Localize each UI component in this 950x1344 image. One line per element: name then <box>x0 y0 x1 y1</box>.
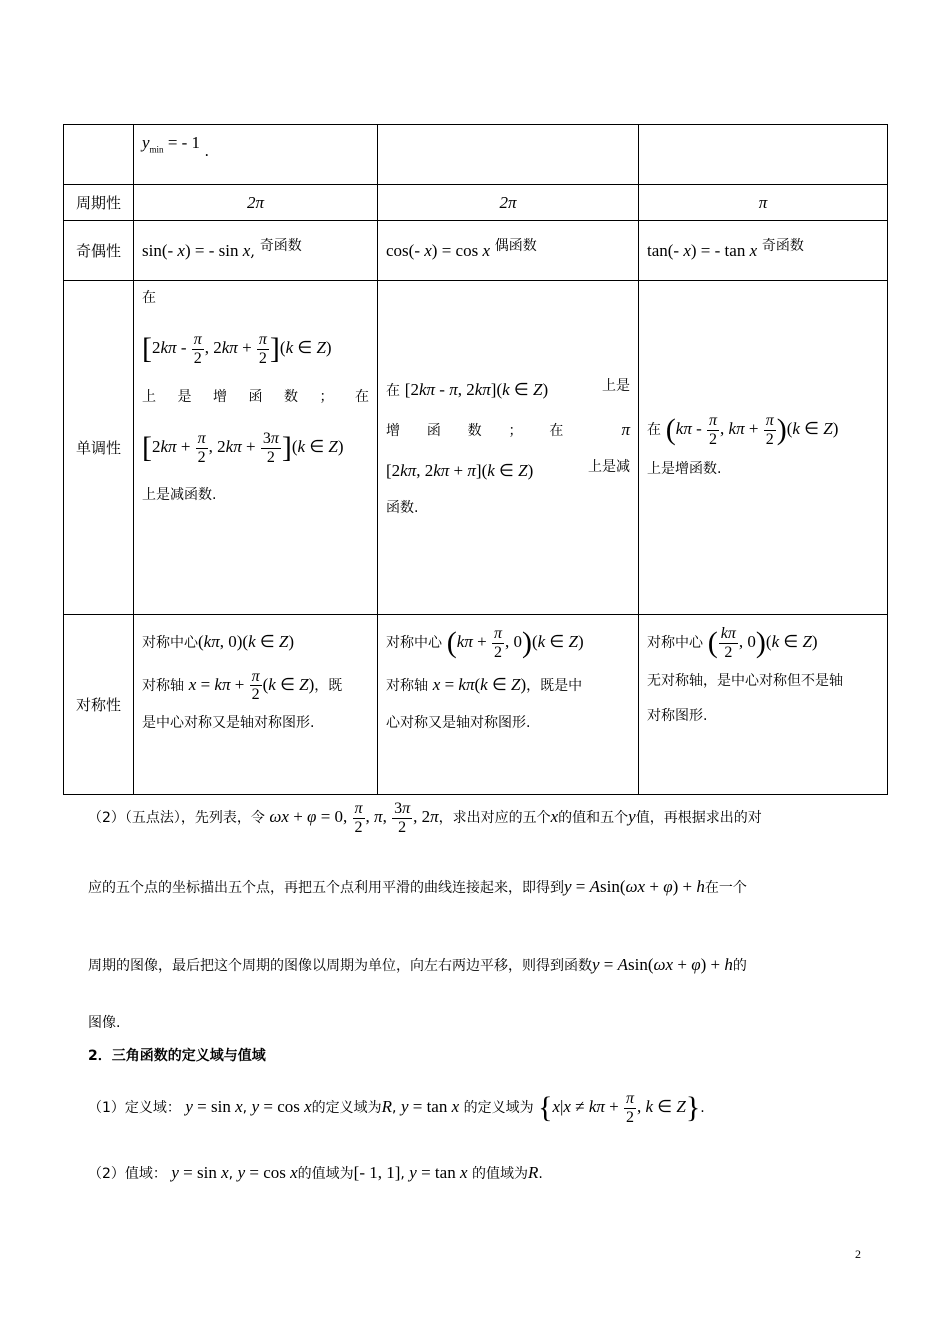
five-point-paragraph-line3 <box>88 955 878 975</box>
range-interval: [- 1, 1] <box>353 1163 401 1182</box>
var-y: y <box>628 807 636 826</box>
sym-tan-tail1: 无对称轴，是中心对称但不是轴 <box>647 672 843 689</box>
range-line: （2）值域： y = sin x, y = cos x的值域为[- 1, 1], y = tan x 的值域为R. <box>88 1163 543 1182</box>
d1-a: （1）定义域： <box>88 1100 181 1116</box>
period-cos: 2π <box>499 192 517 212</box>
set-R-1: R <box>381 1097 393 1116</box>
d1-c: 的定义域为 <box>463 1100 534 1116</box>
mono-cos-pre: 在 <box>386 382 400 399</box>
range-sin: y = sin x <box>171 1163 229 1182</box>
p3-a: 周期的图像，最后把这个周期的图像以周期为单位，向左右两边平移，则得到函数 <box>88 958 592 974</box>
row-label-symmetry: 对称性 <box>64 615 134 795</box>
p1-b: ，求出对应的五个 <box>438 810 551 826</box>
mono-sin-pre: 在 <box>142 290 156 306</box>
ymin-formula: $y_{min}$ = - 1 <box>142 133 205 155</box>
parity-cos-text: 偶函数 <box>494 238 537 255</box>
sym-sin-axis-label: 对称轴 <box>142 677 184 694</box>
mono-cos-post1: 上是减 <box>588 459 630 476</box>
mono-cos-mid2: 增函数；在 <box>386 423 591 440</box>
sym-sin-axis <box>142 664 369 707</box>
sym-cos-axis-label: 对称轴 <box>386 677 428 694</box>
domain-tan-set: {x|x ≠ kπ + $\frac{\pi}{2}$ , k ∈ Z} <box>538 1090 701 1126</box>
mono-tan-post: 上是增函数. <box>647 461 722 478</box>
sym-sin-axis-formula: x = kπ + $\frac{\pi}{2}$ (k ∈ Z) <box>188 667 315 704</box>
sinusoid-formula-1: y = Asin(ωx + φ) + h <box>564 877 705 896</box>
sym-cos-center <box>386 621 630 664</box>
period-tan: π <box>758 192 768 212</box>
five-point-paragraph-line2 <box>88 877 878 897</box>
table-row-period <box>64 185 888 221</box>
mono-sin-post: 上是减函数. <box>142 487 217 504</box>
sinusoid-formula-2: y = Asin(ωx + φ) + h <box>592 955 733 974</box>
var-x: x <box>550 807 559 826</box>
five-point-paragraph-line4: 图像. <box>88 1015 121 1031</box>
p1-a: （2）（五点法），先列表，令 <box>88 810 265 826</box>
sym-cos-center-formula: (kπ + $\frac{\pi}{2}$ , 0)(k ∈ Z) <box>446 625 584 661</box>
sym-cos-tail1: ，既是中 <box>526 677 583 694</box>
sym-tan-center-label: 对称中心 <box>647 635 703 651</box>
mono-cos-mid2-line <box>386 410 630 451</box>
mono-cos-mid1: 上是 <box>602 377 630 394</box>
parity-tan-formula: tan(- x) = - tan x <box>647 241 758 261</box>
page-number: 2 <box>855 1247 861 1261</box>
p2-a: 应的五个点的坐标描出五个点，再把五个点利用平滑的曲线连接起来，即得到 <box>88 880 564 896</box>
row-label-monotonic: 单调性 <box>64 281 134 615</box>
mono-tan-interval-line <box>647 407 879 451</box>
p3-b: 的 <box>732 958 747 974</box>
mono-cos-decrease-interval: [2kπ, 2kπ + π](k ∈ Z) <box>386 461 534 481</box>
sym-cos-center-label: 对称中心 <box>386 635 442 651</box>
domain-cos: y = cos x <box>251 1097 312 1116</box>
mono-cos-increase <box>386 370 630 411</box>
row-label-period: 周期性 <box>64 185 134 221</box>
d2-b: 的值域为 <box>297 1166 354 1182</box>
domain-line: （1）定义域： y = sin x, y = cos x的定义域为R, y = tan x 的定义域为 {x|x ≠ kπ + $\frac{\pi}{2}$ , k ∈ Z}. <box>88 1090 705 1126</box>
parity-sin-text: 奇函数 <box>259 238 302 255</box>
parity-tan-text: 奇函数 <box>761 238 804 255</box>
sym-sin-center-label: 对称中心 <box>142 635 198 651</box>
mono-cos-increase-interval: [2kπ - π, 2kπ](k ∈ Z) <box>404 379 549 399</box>
table-row-monotonic <box>64 281 888 615</box>
table-row-extreme: $y_{min}$ = - 1 . <box>64 125 888 185</box>
mono-cos-pi: π <box>621 420 631 440</box>
sym-sin-tail1: ，既 <box>314 677 343 694</box>
period-sin: 2π <box>246 192 265 212</box>
sym-tan-tail2: 对称图形. <box>647 707 708 724</box>
p1-d: 值，再根据求出的对 <box>635 810 762 826</box>
sym-cos-axis <box>386 664 630 707</box>
trig-properties-table <box>63 124 888 795</box>
parity-cos-formula: cos(- x) = cos x <box>386 241 490 261</box>
five-point-values: ωx + φ = 0, $\frac{\pi}{2}$ , π, $\frac{3\pi}{2}$ , 2π <box>269 800 439 836</box>
mono-sin-mid: 上是增函数；在 <box>142 388 369 405</box>
mono-cos-post2: 函数. <box>386 499 419 516</box>
d2-a: （2）值域： <box>88 1166 167 1182</box>
p1-c: 的值和五个 <box>558 810 629 826</box>
sym-tan-center-formula: ( $\frac{k\pi}{2}$ , 0)(k ∈ Z) <box>707 625 818 661</box>
sym-cos-axis-formula: x = kπ(k ∈ Z) <box>432 674 527 694</box>
mono-cos-decrease <box>386 451 630 492</box>
set-R-2: R <box>527 1163 539 1182</box>
sym-sin-center <box>142 621 369 664</box>
p2-b: 在一个 <box>704 880 747 896</box>
sym-sin-tail2: 是中心对称又是轴对称图形. <box>142 715 315 731</box>
range-tan: y = tan x <box>409 1163 468 1182</box>
table-row-parity: 奇偶性 sin(- x) = - sin x, 奇函数 cos(- x) = cos x 偶函数 tan(- x) = - tan x 奇函数 <box>64 221 888 281</box>
row-label-parity: 奇偶性 <box>64 221 134 281</box>
domain-sin: y = sin x <box>185 1097 243 1116</box>
d1-b: 的定义域为 <box>311 1100 382 1116</box>
range-cos: y = cos x <box>237 1163 298 1182</box>
parity-sin-formula: sin(- x) = - sin x <box>142 241 251 261</box>
mono-sin-decrease-interval: [2kπ + $\frac{\pi}{2}$ , 2kπ + $\frac{3\pi}{2}$ ](k ∈ Z) <box>142 429 344 466</box>
section-heading-domain-range: 2．三角函数的定义域与值域 <box>88 1048 266 1064</box>
five-point-paragraph-line1 <box>88 800 878 836</box>
mono-tan-interval: (kπ - $\frac{\pi}{2}$ , kπ + $\frac{\pi}{2}$ )(k ∈ Z) <box>665 412 839 448</box>
mono-tan-pre: 在 <box>647 422 661 439</box>
d2-c: 的值域为 <box>471 1166 528 1182</box>
mono-sin-increase-interval: [2kπ - $\frac{\pi}{2}$ , 2kπ + $\frac{\pi}{2}$ ](k ∈ Z) <box>142 331 332 367</box>
domain-tan: y = tan x <box>400 1097 460 1116</box>
sym-tan-center <box>647 621 879 664</box>
sym-cos-tail2: 心对称又是轴对称图形. <box>386 715 531 731</box>
sym-sin-center-formula: (kπ, 0)(k ∈ Z) <box>198 632 295 651</box>
table-row-symmetry <box>64 615 888 795</box>
